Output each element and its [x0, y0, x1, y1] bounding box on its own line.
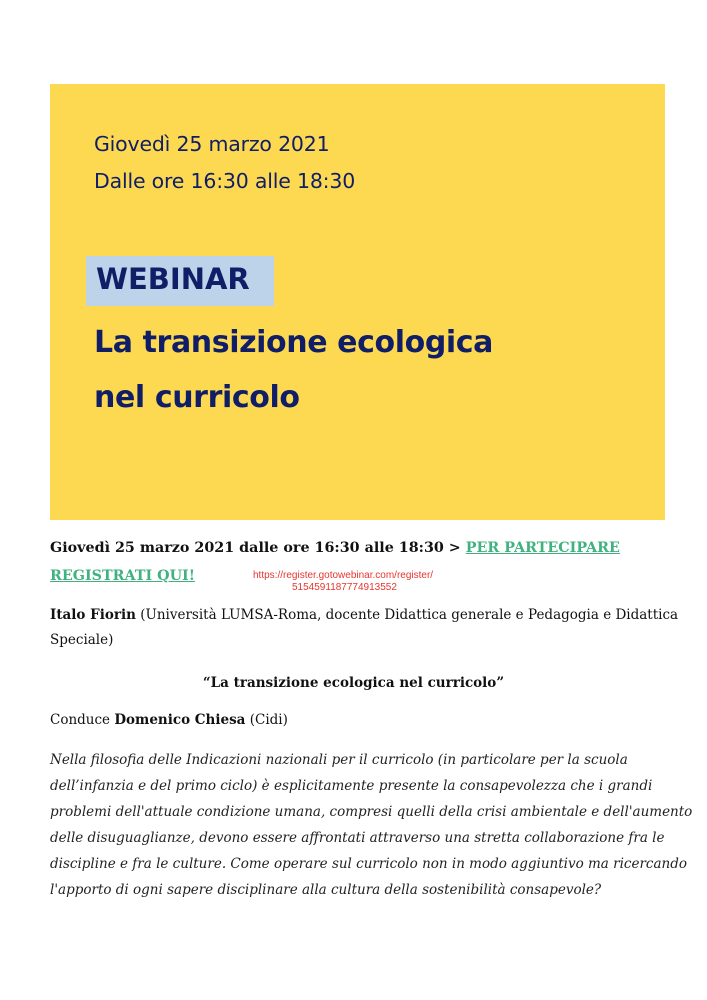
moderator-name: Domenico Chiesa: [114, 712, 246, 728]
banner-title-line1: La transizione ecologica: [94, 325, 494, 360]
speaker-affiliation-cont: Speciale): [50, 632, 114, 648]
webinar-badge-label: WEBINAR: [96, 262, 250, 296]
event-datetime: Giovedì 25 marzo 2021 dalle ore 16:30 alle 18:30 >: [50, 540, 461, 556]
webinar-banner: [50, 84, 665, 520]
speaker-line1: [50, 607, 678, 623]
description-line: problemi dell'attuale condizione umana, compresi quelli della crisi ambientale e dell'aumento: [50, 804, 693, 820]
speaker-name: Italo Fiorin: [50, 607, 136, 623]
register-url-line1[interactable]: https://register.gotowebinar.com/register/: [253, 570, 434, 581]
register-link-part1[interactable]: PER PARTECIPARE: [465, 540, 620, 556]
description-line: Nella filosofia delle Indicazioni nazionali per il curricolo (in particolare per la scuola: [50, 752, 628, 768]
description-line: dell’infanzia e del primo ciclo) è esplicitamente presente la consapevolezza che i grandi: [50, 778, 653, 794]
moderator-prefix: Conduce: [50, 712, 111, 728]
register-link-part2[interactable]: REGISTRATI QUI!: [50, 568, 196, 584]
banner-date: Giovedì 25 marzo 2021: [94, 132, 330, 156]
description-line: l'apporto di ogni sapere disciplinare alla cultura della sostenibilità consapevole?: [50, 882, 602, 898]
banner-time: Dalle ore 16:30 alle 18:30: [94, 169, 356, 193]
moderator-org: (Cidi): [249, 712, 288, 728]
event-heading: [50, 540, 620, 556]
banner-title-line2: nel curricolo: [94, 380, 300, 415]
speaker-affiliation: (Università LUMSA-Roma, docente Didattica generale e Pedagogia e Didattica: [140, 607, 679, 623]
register-url-line2[interactable]: 5154591187774913552: [292, 582, 397, 593]
description-line: discipline e fra le culture. Come operare sul curricolo non in modo aggiuntivo ma ricercando: [50, 856, 687, 872]
moderator-line: [50, 712, 288, 728]
webinar-badge: [86, 256, 274, 306]
description-line: delle disuguaglianze, devono essere affrontati attraverso una stretta collaborazione fra le: [50, 830, 665, 846]
talk-title: “La transizione ecologica nel curricolo”: [202, 675, 505, 691]
